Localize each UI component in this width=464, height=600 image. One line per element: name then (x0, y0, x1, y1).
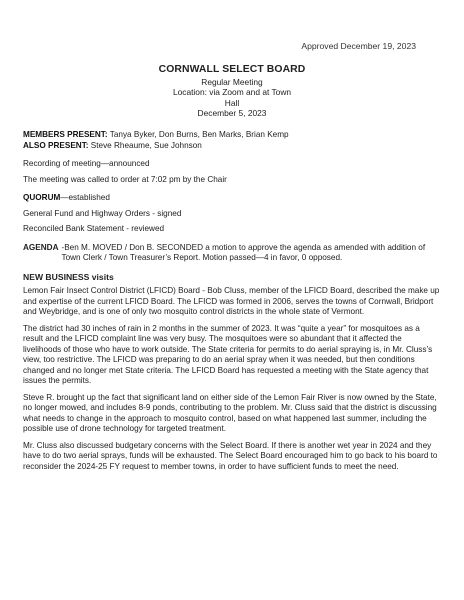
agenda-label: AGENDA (23, 242, 59, 252)
document-title: CORNWALL SELECT BOARD (158, 64, 306, 75)
meeting-location-line-2: Hall (224, 97, 240, 108)
also-present-line (23, 141, 441, 152)
new-business-heading: NEW BUSINESS visits (23, 271, 114, 282)
approval-note: Approved December 19, 2023 (301, 41, 416, 51)
meeting-location-line-1: Location: via Zoom and at Town (172, 87, 292, 98)
quorum-status: —established (60, 193, 110, 202)
document-header (0, 64, 464, 119)
recording-note: Recording of meeting—announced (23, 159, 150, 168)
members-present-line (23, 130, 441, 141)
meeting-date: December 5, 2023 (197, 108, 267, 119)
agenda-section (23, 243, 441, 264)
members-present-names: Tanya Byker, Don Burns, Ben Marks, Brian Kemp (109, 130, 289, 139)
members-present-label: MEMBERS PRESENT: (23, 130, 108, 139)
agenda-text: -Ben M. MOVED / Don B. SECONDED a motion to approve the agenda as amended with addition of Town Clerk / Town Treasurer’s Report. Motion passed—4 in favor, 0 opposed. (61, 242, 426, 262)
bank-statement-reviewed: Reconciled Bank Statement - reviewed (23, 224, 165, 233)
paragraph-rain-summer: The district had 30 inches of rain in 2 months in the summer of 2023. It was “quite a year” for mosquitoes as a result and the LFICD complaint line was very busy. The mosquitoes were so abundant that it affected the livelihoods of those who have to work outside. The State criteria for permits to do aerial spraying is, in Mr. Cluss’s view, too restrictive. The LFICD was preparing to do an aerial spray when it was needed, but then conditions changed and no longer met State criteria. The LFICD Board has requested a meeting with the State agency that issues the permits. (23, 323, 433, 385)
meeting-type: Regular Meeting (201, 77, 263, 87)
call-to-order: The meeting was called to order at 7:02 pm by the Chair (23, 174, 227, 184)
also-present-names: Steve Rheaume, Sue Johnson (90, 140, 202, 150)
minutes-body (23, 130, 441, 478)
orders-signed: General Fund and Highway Orders - signed (23, 208, 182, 218)
quorum-label: QUORUM (23, 193, 61, 202)
paragraph-budget: Mr. Cluss also discussed budgetary concerns with the Select Board. If there is another wet year in 2024 and they have to do two aerial sprays, funds will be exhausted. The Select Board encouraged him to go back to his board to reconsider the 2024-25 FY request to member towns, in order to have sufficient funds to meet the need. (23, 440, 438, 471)
paragraph-lficd-board: Lemon Fair Insect Control District (LFICD) Board - Bob Cluss, member of the LFICD Board, described the make up and expertise of the current LFICD Board. The LFICD was formed in 2006, serves the towns of Cornwall, Bridport and Weybridge, and is one of only two mosquito control districts in the whole state of Vermont. (23, 286, 440, 316)
quorum-line (23, 193, 441, 204)
also-present-label: ALSO PRESENT: (23, 140, 89, 150)
paragraph-state-land: Steve R. brought up the fact that significant land on either side of the Lemon Fair River is now owned by the State, no longer mowed, and includes 8-9 ponds, contributing to the problem. Mr. Cluss said that the district is discussing what needs to change in the approach to mosquito control, based on what happened last summer, including the possible use of drone technology for targeted treatment. (23, 392, 437, 433)
